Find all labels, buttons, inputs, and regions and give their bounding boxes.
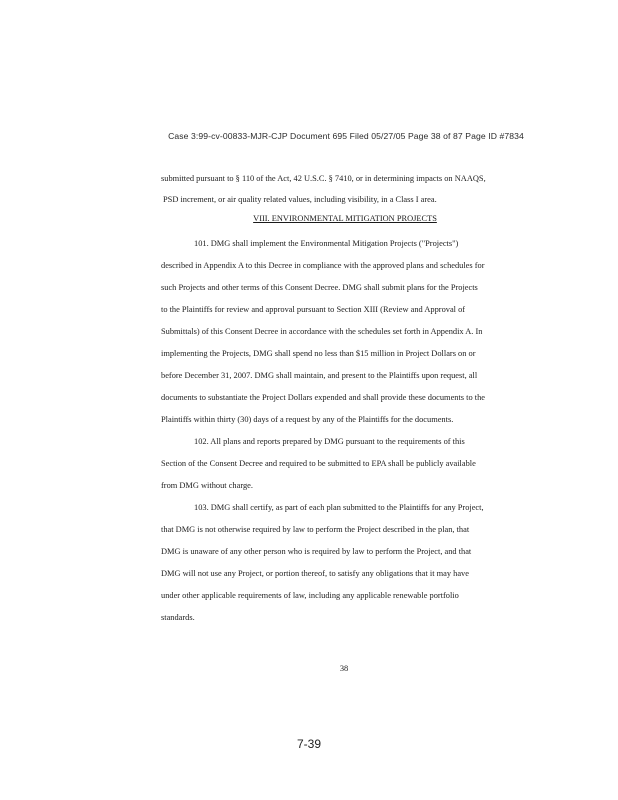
paragraph-102-line: from DMG without charge. [161,481,253,490]
paragraph-103-line: standards. [161,613,195,622]
paragraph-101-line: Plaintiffs within thirty (30) days of a request by any of the Plaintiffs for the documents. [161,415,454,424]
page-number-text: 38 [339,664,349,673]
paragraph-101-line: to the Plaintiffs for review and approval pursuant to Section XIII (Review and Approval of [161,305,466,314]
paragraph-103-line: DMG is unaware of any other person who is required by law to perform the Project, and that [161,547,472,556]
paragraph-101-line: Submittals) of this Consent Decree in accordance with the schedules set forth in Appendix A. In [161,327,483,336]
paragraph-101-line: such Projects and other terms of this Consent Decree. DMG shall submit plans for the Projects [161,283,478,292]
exhibit-page-text: 7-39 [296,737,322,751]
paragraph-103-line: 103. DMG shall certify, as part of each plan submitted to the Plaintiffs for any Project, [194,503,484,512]
exhibit-page-number [0,737,618,751]
paragraph-101-line: 101. DMG shall implement the Environmental Mitigation Projects ("Projects") [194,239,459,248]
paragraph-103-line: DMG will not use any Project, or portion thereof, to satisfy any obligations that it may have [161,569,469,578]
paragraph-102-line: 102. All plans and reports prepared by DMG pursuant to the requirements of this [194,437,465,446]
paragraph-101-line: described in Appendix A to this Decree in compliance with the approved plans and schedules for [161,261,485,270]
paragraph-101-line: implementing the Projects, DMG shall spend no less than $15 million in Project Dollars on or [161,349,476,358]
paragraph-101-line: before December 31, 2007. DMG shall maintain, and present to the Plaintiffs upon request, all [161,371,478,380]
paragraph-103-line: under other applicable requirements of law, including any applicable renewable portfolio [161,591,459,600]
paragraph-103-line: that DMG is not otherwise required by law to perform the Project described in the plan, that [161,525,470,534]
paragraph-102-line: Section of the Consent Decree and required to be submitted to EPA shall be publicly available [161,459,476,468]
header-text: Case 3:99-cv-00833-MJR-CJP Document 695 Filed 05/27/05 Page 38 of 87 Page ID #7834 [168,131,524,141]
section-heading [0,214,618,223]
court-filing-header [0,131,618,141]
body-line: submitted pursuant to § 110 of the Act, 42 U.S.C. § 7410, or in determining impacts on NAAQS, [161,174,486,183]
section-heading-text: VIII. ENVIRONMENTAL MITIGATION PROJECTS [253,214,437,223]
body-line: PSD increment, or air quality related values, including visibility, in a Class I area. [163,195,437,204]
paragraph-101-line: documents to substantiate the Project Dollars expended and shall provide these documents to the [161,393,485,402]
page-number [0,664,618,673]
